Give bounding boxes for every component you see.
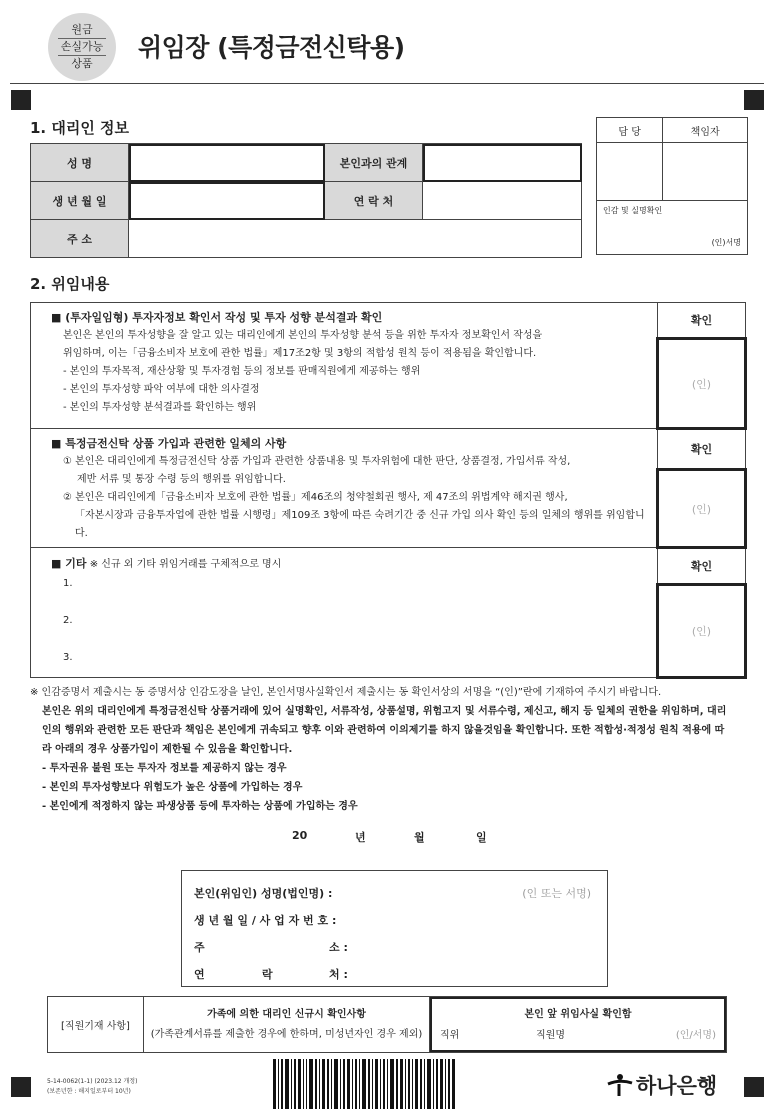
dob-label: 생 년 월 일	[31, 182, 129, 220]
block-text: ② 본인은 대리인에게「금융소비자 보호에 관한 법률」제46조의 청약철회권 행사, 제 47조의 위법계약 해지권 행사,	[63, 492, 568, 503]
notice-text: - 본인에게 적정하지 않는 파생상품 등에 투자하는 상품에 가입하는 경우	[42, 801, 358, 812]
barcode	[273, 1059, 498, 1109]
block-title: 기타	[65, 557, 87, 570]
block-text: 위임하며, 이는「금융소비자 보호에 관한 법률」제17조2항 및 3항의 적합성 원칙 등이 적용됨을 확인합니다.	[63, 348, 537, 359]
other-item-1[interactable]: 1.	[63, 578, 73, 589]
signer-phone-label: 연	[194, 967, 205, 981]
loss-possible-badge	[48, 13, 116, 81]
corner-marker	[11, 90, 31, 110]
notice-text: ※ 인감증명서 제출시는 동 증명서상 인감도장을 날인, 본인서명사실확인서 제출시는 동 확인서상의 서명을 “(인)”란에 기재하여 주시기 바랍니다.	[30, 687, 662, 698]
block-text: - 본인의 투자성향 분석결과를 확인하는 행위	[63, 402, 257, 413]
delegation-block-1: ■ (투자일임형) 투자자정보 확인서 작성 및 투자 성향 분석결과 확인 본인은 본인의 투자성향을 잘 알고 있는 대리인에게 본인의 투자성향 분석 등을 위한 투자자 정보확인서 작성을 위임하며, 이는「금융소비자 보호에 관한 법률」제17조2항 및 3항의 적합성 원칙 등이 적용됨을 확인합니다. - 본인의 투자목적, 재산상황 및 투자경험 등의 정보를 판매직원에게 제공하는 행위 - 본인의 투자성향 파악 여부에 대한 의사결정 - 본인의 투자성향 분석결과를 확인하는 행위	[31, 303, 658, 429]
signer-phone-label: 처 :	[329, 967, 348, 981]
notice-text: 본인은 위의 대리인에게 특정금전신탁 상품거래에 있어 실명확인, 서류작성, 상품설명, 위험고지 및 서류수령, 제신고, 해지 등 일체의 권한을 위임하며, 대리	[42, 706, 727, 717]
confirm-header: 확인	[658, 429, 746, 470]
corner-marker	[744, 90, 764, 110]
date-year-label: 년	[355, 831, 366, 844]
supervisor-col-header: 책임자	[663, 118, 748, 143]
signer-name-row[interactable]	[194, 879, 595, 906]
block-text: - 본인의 투자목적, 재산상황 및 투자경험 등의 정보를 판매직원에게 제공하는 행위	[63, 366, 421, 377]
signer-phone-row[interactable]	[194, 960, 595, 987]
badge-text: 손실가능	[60, 40, 104, 53]
retention-text: (보존년한 : 해지일로부터 10년)	[47, 1088, 131, 1095]
signer-address-label: 소 :	[329, 940, 348, 954]
signer-phone-label: 락	[262, 967, 273, 981]
staff-section-label: [직원기재 사항]	[48, 997, 144, 1052]
family-agent-check[interactable]	[144, 997, 430, 1052]
staff-sign-label: (인/서명)	[675, 1030, 716, 1041]
form-code	[47, 1077, 137, 1097]
notice-text: 인의 행위와 관련한 모든 판단과 책임은 본인에게 귀속되고 향후 이와 관련하여 이의제기를 하지 않을것임을 확인합니다. 또한 적합성·적정성 원칙 적용에 따	[42, 725, 725, 736]
corner-marker	[744, 1077, 764, 1097]
block-title: 특정금전신탁 상품 가입과 관련한 일체의 사항	[65, 437, 287, 450]
signer-name-label: 본인(위임인) 성명(법인명) :	[194, 886, 333, 900]
badge-text: 원금	[71, 23, 93, 36]
corner-marker	[11, 1077, 31, 1097]
confirm-seal-box[interactable]: (인)	[658, 339, 746, 429]
form-code-text: 5-14-0062(1-1) (2023.12 개정)	[47, 1078, 138, 1085]
agent-dob-field[interactable]	[129, 182, 325, 220]
staff-position-label: 직위	[440, 1030, 460, 1041]
seal-sign-label: (인)서명	[711, 238, 741, 247]
block-text: 본인은 본인의 투자성향을 잘 알고 있는 대리인에게 본인의 투자성향 분석 등을 위한 투자자 정보확인서 작성을	[63, 330, 543, 341]
agent-info-table	[30, 143, 582, 258]
block-text: 「자본시장과 금융투자업에 관한 법률 시행령」제109조 3항에 따른 숙려기간 중 신규 가입 의사 확인 등의 일체의 행위를 위임합니다.	[75, 510, 645, 539]
delegation-table	[30, 302, 747, 679]
delegation-confirm-title: 본인 앞 위임사실 확인함	[524, 1009, 632, 1020]
notice-block	[30, 683, 752, 816]
confirm-header: 확인	[658, 303, 746, 339]
date-month-label: 월	[414, 831, 425, 844]
agent-name-field[interactable]	[129, 144, 325, 182]
delegation-block-2: ■ 특정금전신탁 상품 가입과 관련한 일체의 사항 ① 본인은 대리인에게 특정금전신탁 상품 가입과 관련한 상품내용 및 투자위험에 대한 판단, 상품결정, 가입서류 작성, 제반 서류 및 통장 수령 등의 행위를 위임합니다. ② 본인은 대리인에게「금융소비자 보호에 관한 법률」제46조의 청약철회권 행사, 제 47조의 위법계약 해지권 행사, 「자본시장과 금융투자업에 관한 법률 시행령」제109조 3항에 따른 숙려기간 중 신규 가입 의사 확인 등의 일체의 행위를 위임합니다.	[31, 429, 658, 548]
signer-dob-label: 생 년 월 일 / 사 업 자 번 호 :	[194, 913, 337, 927]
signer-box	[181, 870, 608, 987]
block-text: 제반 서류 및 통장 수령 등의 행위를 위임합니다.	[77, 474, 286, 485]
confirm-header: 확인	[658, 548, 746, 585]
other-item-3[interactable]: 3.	[63, 652, 73, 663]
seal-verification-box[interactable]	[597, 201, 748, 255]
contact-field[interactable]	[423, 182, 582, 220]
other-item-2[interactable]: 2.	[63, 615, 73, 626]
block-text: - 본인의 투자성향 파악 여부에 대한 의사결정	[63, 384, 260, 395]
logo-text: 하나은행	[636, 1074, 718, 1098]
staff-section	[47, 996, 727, 1053]
delegation-block-3: ■ 기타 ※ 신규 외 기타 위임거래를 구체적으로 명시 1. 2. 3.	[31, 548, 658, 678]
block-title: (투자일임형) 투자자정보 확인서 작성 및 투자 성향 분석결과 확인	[65, 311, 383, 324]
hana-bank-logo	[604, 1070, 717, 1100]
section-2-heading: 2. 위임내용	[30, 275, 110, 293]
page-title: 위임장 (특정금전신탁용)	[138, 33, 405, 62]
divider	[10, 83, 764, 84]
address-field[interactable]	[129, 220, 582, 258]
notice-text: - 투자권유 불원 또는 투자자 정보를 제공하지 않는 경우	[42, 763, 287, 774]
signer-address-row[interactable]	[194, 933, 595, 960]
manager-stamp-box[interactable]	[597, 143, 663, 201]
family-check-note: (가족관계서류를 제출한 경우에 한하며, 미성년자인 경우 제외)	[150, 1028, 423, 1040]
notice-text: - 본인의 투자성향보다 위험도가 높은 상품에 가입하는 경우	[42, 782, 303, 793]
signer-dob-row[interactable]	[194, 906, 595, 933]
manager-approval-table	[596, 117, 748, 255]
signer-address-label: 주	[194, 940, 205, 954]
badge-text: 상품	[71, 57, 93, 70]
date-day-label: 일	[476, 831, 487, 844]
contact-label: 연 락 처	[325, 182, 423, 220]
confirm-seal-box[interactable]: (인)	[658, 585, 746, 678]
block-text: ① 본인은 대리인에게 특정금전신탁 상품 가입과 관련한 상품내용 및 투자위험에 대한 판단, 상품결정, 가입서류 작성,	[63, 456, 571, 467]
delegation-confirm-box[interactable]	[430, 997, 726, 1052]
seal-verification-label: 인감 및 실명확인	[603, 206, 663, 215]
staff-name-label: 직원명	[536, 1030, 565, 1041]
confirm-seal-box[interactable]: (인)	[658, 470, 746, 548]
notice-text: 라 아래의 경우 상품가입이 제한될 수 있음을 확인합니다.	[42, 744, 293, 755]
manager-col-header: 담 당	[597, 118, 663, 143]
section-1-heading: 1. 대리인 정보	[30, 119, 130, 137]
relation-field[interactable]	[423, 144, 582, 182]
family-check-title: 가족에 의한 대리인 신규시 확인사항	[207, 1008, 366, 1020]
supervisor-stamp-box[interactable]	[663, 143, 748, 201]
address-label: 주 소	[31, 220, 129, 258]
hana-logo-icon	[604, 1072, 634, 1098]
block-note: ※ 신규 외 기타 위임거래를 구체적으로 명시	[89, 559, 282, 570]
name-label: 성 명	[31, 144, 129, 182]
relation-label: 본인과의 관계	[325, 144, 423, 182]
signer-sign-hint: (인 또는 서명)	[522, 886, 591, 900]
date-year: 20	[292, 829, 308, 842]
